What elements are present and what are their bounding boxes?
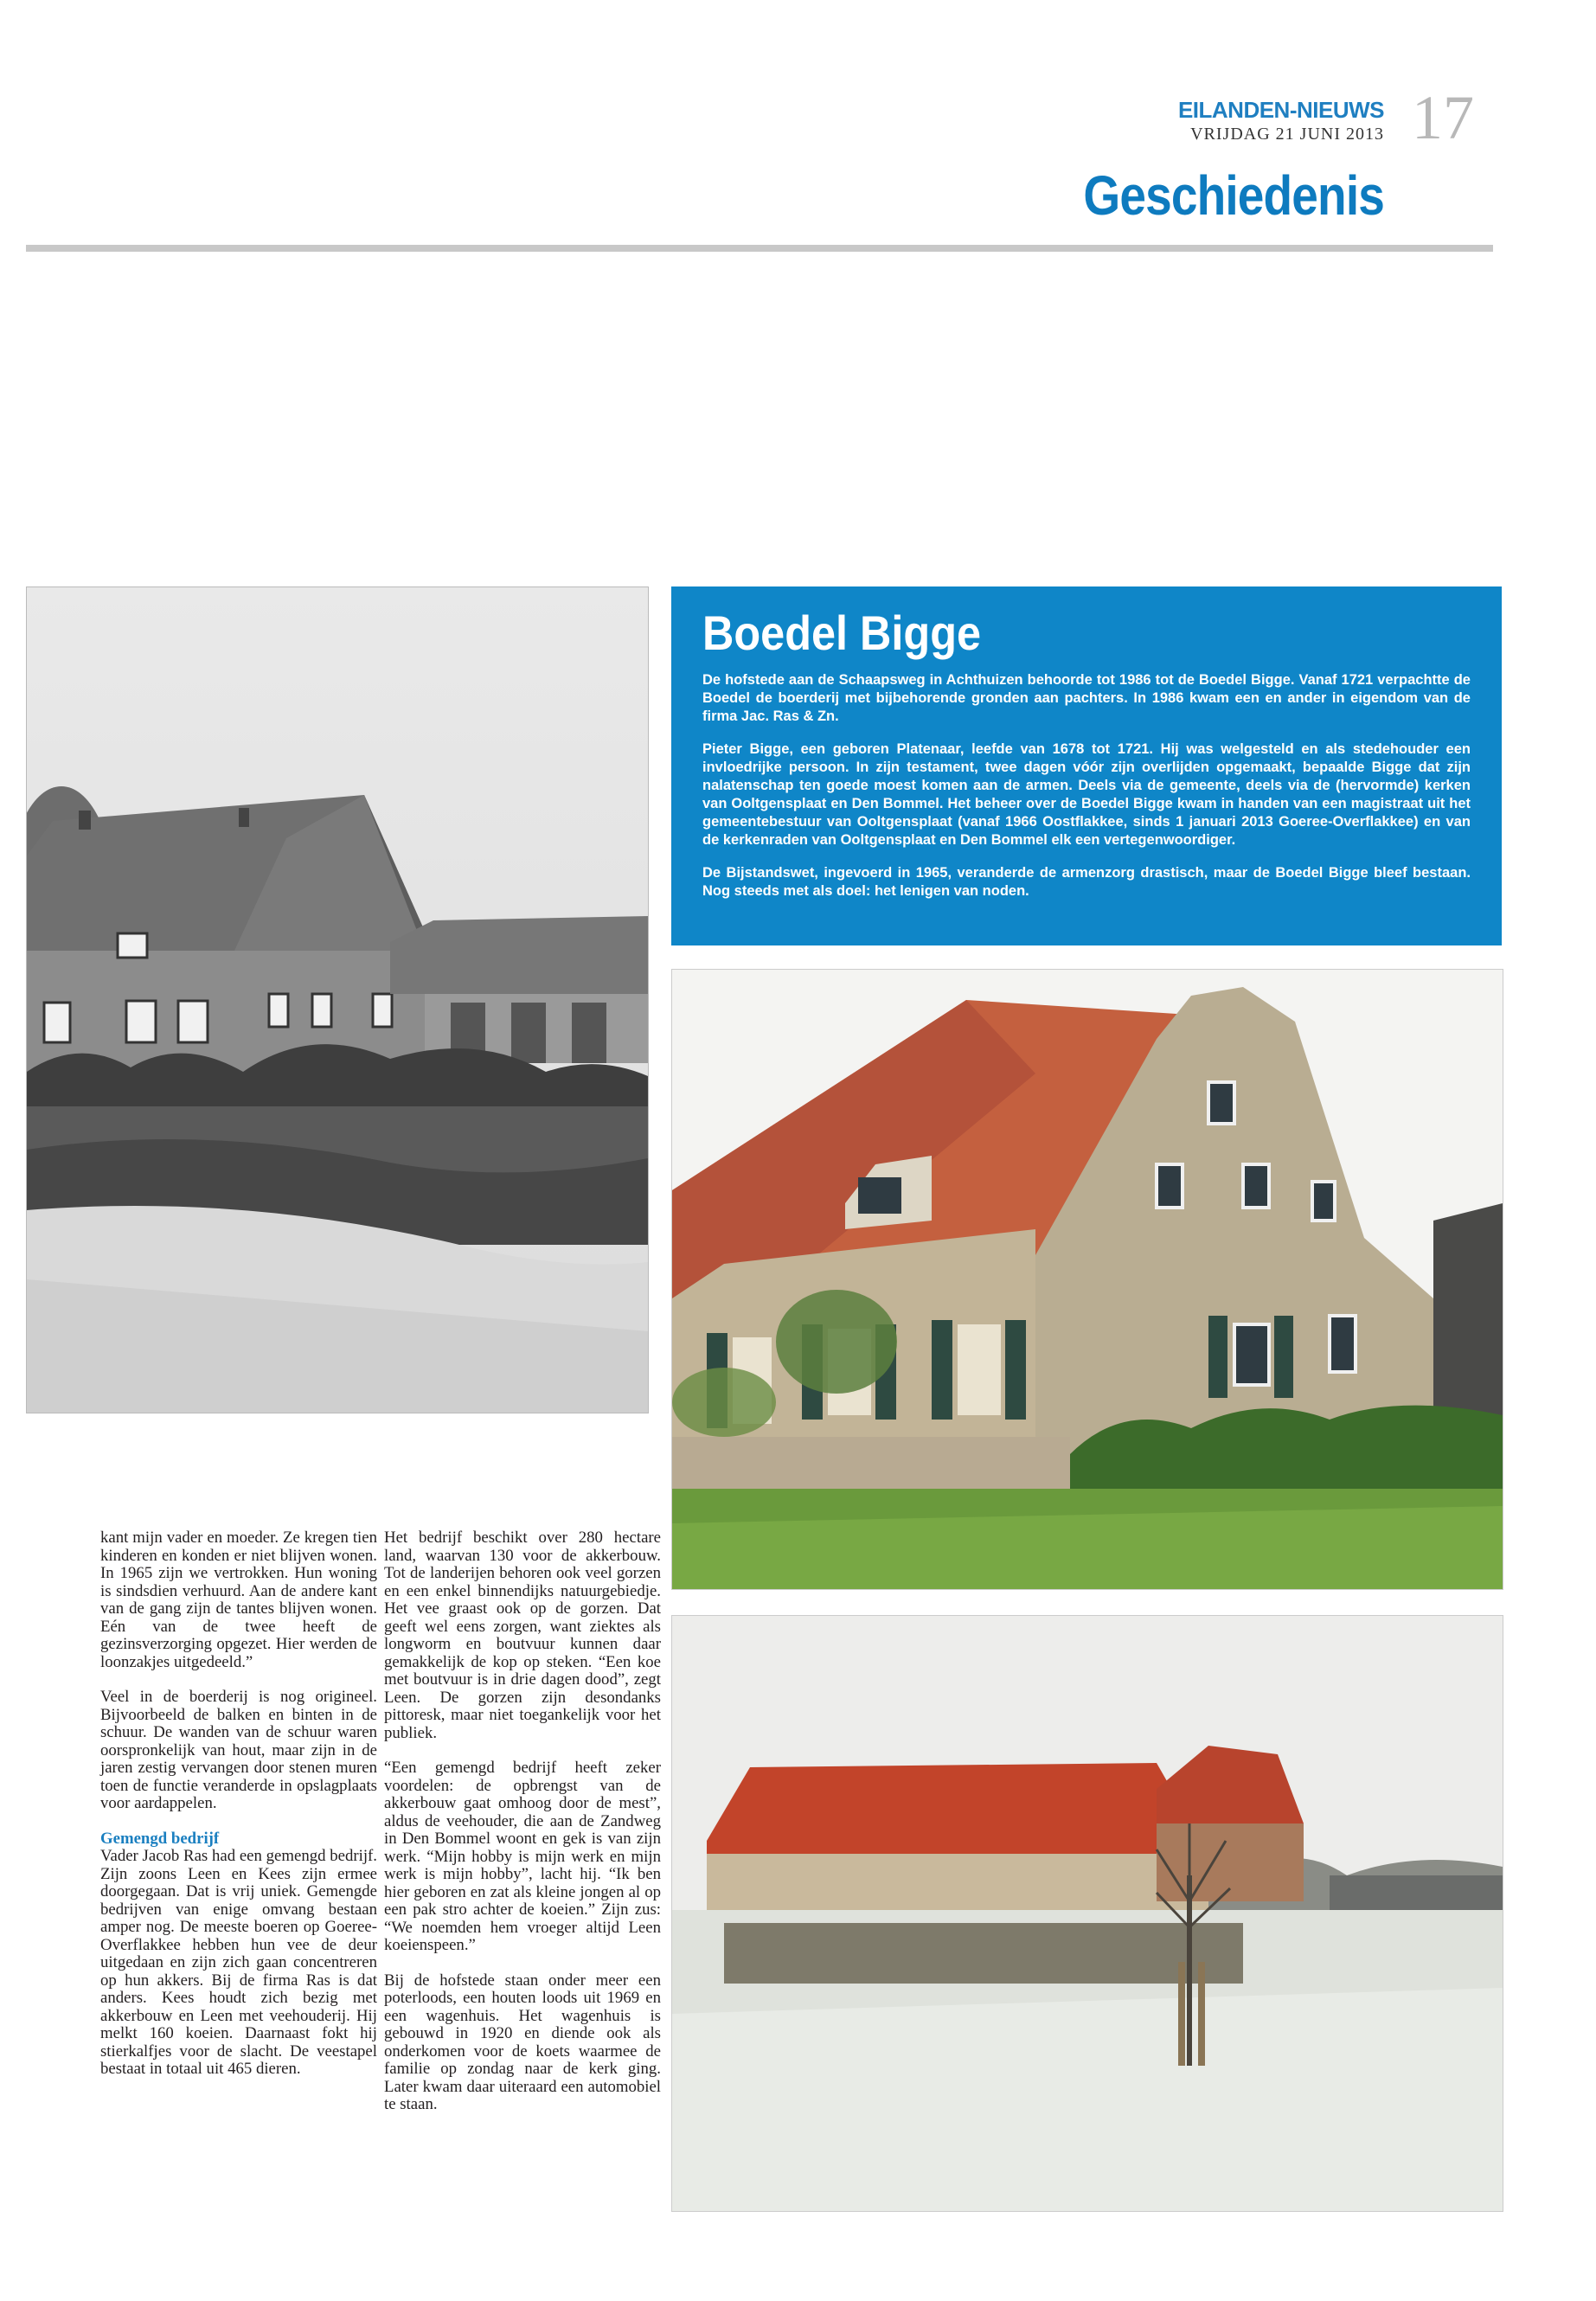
issue-date: VRIJDAG 21 JUNI 2013 [1190,125,1384,144]
article-column-1 [100,1529,377,2096]
masthead [1125,97,1384,145]
page-number: 17 [1412,83,1474,152]
article-paragraph: Het bedrijf beschikt over 280 hectare land, waarvan 130 voor de akkerbouw. Tot de landerijen behoren ook veel gorzen en een enkel binnendijks natuurgebiedje. Het vee graast ook op de gorzen. Dat geeft wel eens zorgen, want ziektes als longworm en boutvuur kunnen daar gemakkelijk de kop op steken. “Een koe met boutvuur is in drie dagen dood”, zegt Leen. De gorzen zijn desondanks pittoresk, maar niet toegankelijk voor het publiek. [384,1529,661,1742]
historic-farmhouse-photo [26,586,649,1413]
info-box-paragraph: De Bijstandswet, ingevoerd in 1965, veranderde de armenzorg drastisch, maar de Boedel Bigge bleef bestaan. Nog steeds met als doel: het lenigen van noden. [702,865,1471,899]
info-box-paragraph: Pieter Bigge, een geboren Platenaar, leefde van 1678 tot 1721. Hij was welgesteld en als stedehouder een invloedrijke persoon. In zijn testament, twee dagen vóór zijn overlijden opgemaakt, bepaalde Bigge dat zijn nalatenschap ten goede moest komen aan de armen. Deels via de gemeente, deels via de (hervormde) kerken van Ooltgensplaat en Den Bommel. Het beheer over de Boedel Bigge kwam in handen van een magistraat uit het gemeentebestuur van Ooltgensplaat (vanaf 1966 Oostflakkee, sinds 1 januari 2013 Goeree-Overflakkee) en van de kerkenraden van Ooltgensplaat en Den Bommel elk een vertegenwoordiger. [702,741,1471,848]
newspaper-logo: EILANDEN-NIEUWS [1177,97,1384,123]
article-subheading: Gemengd bedrijf [100,1829,220,1848]
article-paragraph: “Een gemengd bedrijf heeft zeker voordelen: de opbrengst van de akkerbouw gaat omhoog door de mest”, aldus de veehouder, die aan de Zandweg in Den Bommel woont en gek is van zijn werk. “Mijn hobby is mijn werk en mijn werk is mijn hobby”, lacht hij. “Ik ben hier geboren en zat als kleine jongen al op een pak stro achter de koeien.” Zijn zus: “We noemden hem vroeger altijd Leen koeienspeen.” [384,1759,661,1954]
section-title: Geschiedenis [1083,164,1384,227]
barn-frost-photo [671,1615,1503,2212]
header-divider [26,245,1493,252]
info-box-paragraph: De hofstede aan de Schaapsweg in Achthuizen behoorde tot 1986 tot de Boedel Bigge. Vanaf 1721 verpachtte de Boedel de boerderij met bijbehorende gronden aan pachters. In 1986 kwam een en ander in eigendom van de firma Jac. Ras & Zn. [702,672,1471,724]
article-column-2 [384,1529,661,2131]
article-paragraph: Bij de hofstede staan onder meer een poterloods, een houten loods uit 1969 en een wagenhuis. Het wagenhuis is gebouwd in 1920 en diende ook als onderkomen voor de koets waarmee de familie op zondag naar de kerk ging. Later kwam daar uiteraard een automobiel te staan. [384,1971,661,2113]
article-paragraph: Veel in de boerderij is nog origineel. Bijvoorbeeld de balken en binten in de schuur. De wanden van de schuur waren oorspronkelijk van hout, maar zijn in de jaren zestig vervangen door stenen muren toen de functie veranderde in opslagplaats voor aardappelen. [100,1688,377,1812]
farmhouse-color-photo [671,969,1503,1590]
article-paragraph: kant mijn vader en moeder. Ze kregen tien kinderen en konden er niet blijven wonen. In 1965 zijn we vertrokken. Hun woning is sindsdien verhuurd. Aan de andere kant van de gang zijn de tantes blijven wonen. Eén van de twee heeft de gezinsverzorging opgezet. Hier werden de loonzakjes uitgedeeld.” [100,1529,377,1671]
info-box-title: Boedel Bigge [702,606,982,660]
article-paragraph: Vader Jacob Ras had een gemengd bedrijf. Zijn zoons Leen en Kees zijn ermee doorgegaan. Dat is vrij uniek. Gemengde bedrijven van enige omvang bestaan amper nog. De meeste boeren op Goeree-Overflakkee hebben hun vee de deur uitgedaan en zijn zich gaan concentreren op hun akkers. Bij de firma Ras is dat anders. Kees houdt zich bezig met akkerbouw en Leen met veehouderij. Hij melkt 160 koeien. Daarnaast fokt hij stierkalfjes voor de slacht. De veestapel bestaat in totaal uit 465 dieren. [100,1847,377,2078]
info-box [671,586,1502,945]
